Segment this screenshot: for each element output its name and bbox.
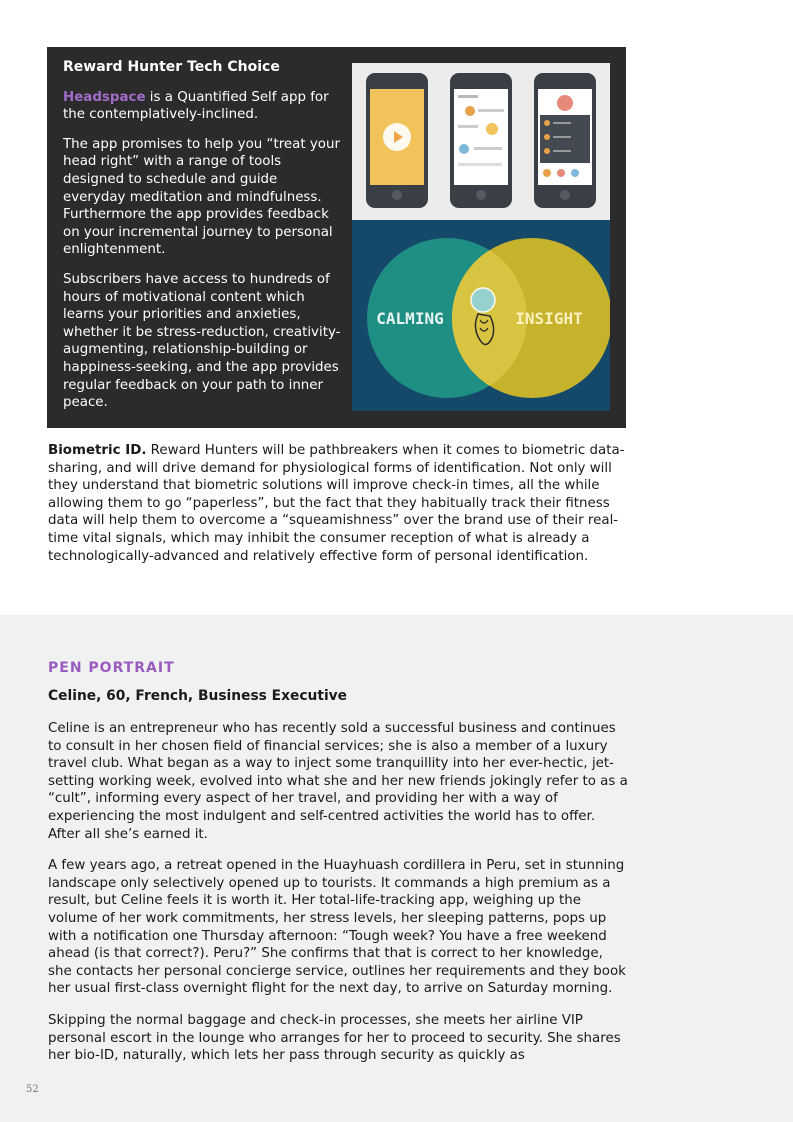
callout-paragraph-3: Subscribers have access to hundreds of hours of motivational content which learns your priorities and anxieties, whether it be stress-reduction, creativity-augmenting, relationship-building or happiness-seeking, and the app provides regular feedback on your path to inner peace. bbox=[63, 271, 341, 411]
pen-portrait-heading: PEN PORTRAIT bbox=[48, 660, 175, 676]
venn-label-calming: CALMING bbox=[376, 309, 444, 328]
tech-choice-callout bbox=[47, 47, 626, 428]
callout-intro-rest: is a Quantified Self app for the contemplatively-inclined. bbox=[63, 89, 329, 123]
pen-portrait-body bbox=[48, 720, 628, 1079]
pen-portrait-paragraph-2: A few years ago, a retreat opened in the Huayhuash cordillera in Peru, set in stunning landscape only selectively opened up to tourists. It commands a high premium as a result, but Celine feels it is worth it. Her total-life-tracking app, weighing up the volume of her work commitments, her stress levels, her sleeping patterns, pops up with a notification one Thursday afternoon: “Tough week? You have a free weekend ahead (is that correct?). Peru?” She confirms that that is correct to her knowledge, she contacts her personal concierge service, outlines her requirements and they book her usual first-class overnight flight for the next day, to arrive on Saturday morning. bbox=[48, 858, 626, 997]
venn-label-insight: INSIGHT bbox=[515, 309, 583, 328]
pen-portrait-subheading: Celine, 60, French, Business Executive bbox=[48, 688, 348, 704]
phone-1 bbox=[366, 73, 428, 208]
phone-2 bbox=[450, 73, 512, 208]
callout-paragraph-2: The app promises to help you “treat your head right” with a range of tools designed to schedule and guide everyday meditation and mindfulness. Furthermore the app provides feedback on your incremental journey to personal enlightenment. bbox=[63, 136, 340, 258]
biometric-text: Reward Hunters will be pathbreakers when it comes to biometric data-sharing, and will drive demand for physiological forms of identification. Not only will they understand that biometric solutions will improve check-in times, all the while allowing them to go “paperless”, but the fact that they habitually track their fitness data will help them to overcome a “squeamishness” over the brand use of their real-time vital signals, which may inhibit the consumer reception of what is already a technologically-advanced and relatively effective form of personal identification. bbox=[48, 443, 625, 564]
phone-3 bbox=[534, 73, 596, 208]
pen-portrait-paragraph-1: Celine is an entrepreneur who has recently sold a successful business and continues to consult in her chosen field of financial services; she is also a member of a luxury travel club. What began as a way to inject some tranquillity into her ever-hectic, jet-setting working week, evolved into what she and her new friends jokingly refer to as a “cult”, informing every aspect of her travel, and providing her with a way of experiencing the most indulgent and self-centred activities the world has to offer. After all she’s earned it. bbox=[48, 721, 628, 842]
venn-illustration bbox=[352, 220, 610, 411]
biometric-paragraph bbox=[48, 442, 628, 565]
callout-text bbox=[63, 59, 343, 424]
biometric-lead: Biometric ID. bbox=[48, 443, 147, 458]
brand-name: Headspace bbox=[63, 89, 146, 105]
pen-portrait-paragraph-3: Skipping the normal baggage and check-in processes, she meets her airline VIP personal escort in the lounge who arranges for her to proceed to security. She shares her bio-ID, naturally, which lets her pass through security as quickly as bbox=[48, 1012, 621, 1064]
callout-title: Reward Hunter Tech Choice bbox=[63, 59, 280, 75]
headspace-image bbox=[352, 63, 610, 411]
app-screens-image bbox=[352, 63, 610, 220]
page-number: 52 bbox=[26, 1084, 39, 1095]
callout-intro bbox=[63, 89, 343, 124]
